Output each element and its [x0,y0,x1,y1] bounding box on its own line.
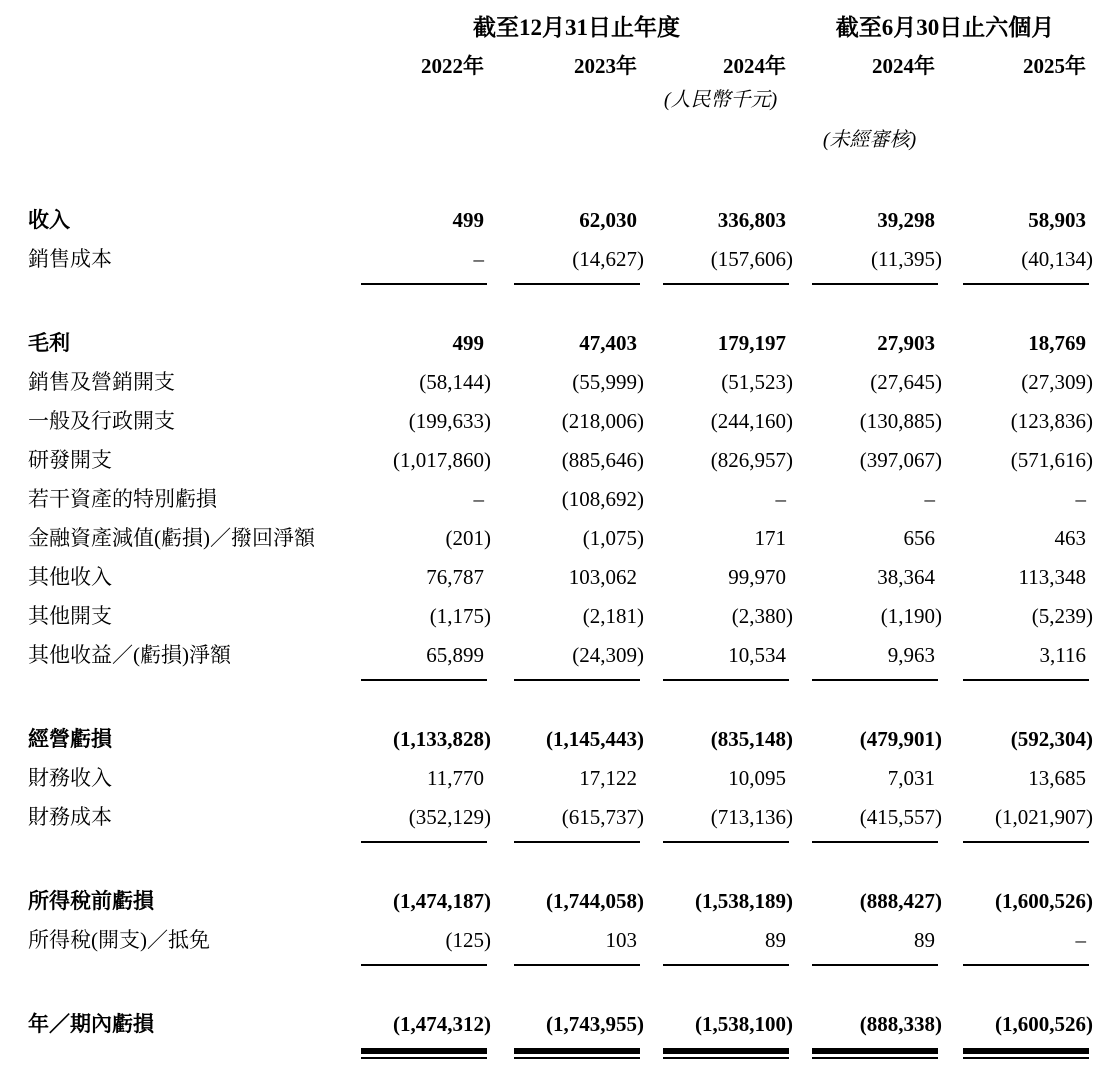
value-box: (125) [361,925,487,966]
year-header-2025-interim: 2025年 [1023,54,1086,78]
year-header-2024: 2024年 [723,54,786,78]
value-cell [795,601,944,640]
value-cell [646,724,795,763]
value-box: (1,145,443) [546,727,644,751]
value-cell [944,328,1095,367]
value-cell [795,562,944,601]
value-box: (2,380) [731,604,793,628]
value-cell [646,406,795,445]
value-box: (199,633) [408,409,491,433]
value-box: 17,122 [579,766,637,790]
value-box: 463 [1054,526,1086,550]
value-cell [493,886,646,925]
value-cell [646,763,795,802]
value-cell [944,601,1095,640]
income-statement-body [28,157,1095,1076]
value-box: (27,645) [870,370,942,394]
table-row [28,523,1095,562]
table-row [28,1009,1095,1076]
value-cell [795,445,944,484]
value-box: 179,197 [717,331,786,355]
spacer-cell [28,295,1095,328]
value-box: 10,534 [663,640,789,681]
value-cell [944,406,1095,445]
empty-cell [28,79,358,119]
row-label: 財務收入 [28,766,112,790]
row-label: 研發開支 [28,448,112,472]
value-box: 39,298 [877,208,935,232]
value-box: (835,148) [710,727,793,751]
value-cell [795,640,944,691]
value-cell [358,484,493,523]
value-box: 18,769 [1028,331,1086,355]
value-box: (58,144) [419,370,491,394]
value-cell [358,406,493,445]
value-box: 9,963 [812,640,938,681]
value-box: 103,062 [568,565,637,589]
value-box: 99,970 [728,565,786,589]
value-box: 89 [812,925,938,966]
value-cell [795,484,944,523]
value-cell [944,484,1095,523]
value-box: (352,129) [361,802,487,843]
value-cell [358,802,493,853]
value-box: – [361,244,487,285]
value-cell [646,367,795,406]
value-box: – [963,925,1089,966]
table-row [28,724,1095,763]
table-row [28,802,1095,853]
spacer-cell [28,691,1095,724]
value-box: (826,957) [710,448,793,472]
period-group-annual: 截至12月31日止年度 [473,15,680,40]
value-box: (24,309) [514,640,640,681]
value-cell [944,367,1095,406]
value-box: – [775,487,786,511]
value-box: (615,737) [514,802,640,843]
value-cell [646,484,795,523]
value-box: (14,627) [514,244,640,285]
value-cell [358,367,493,406]
value-cell [795,724,944,763]
value-cell [493,1009,646,1076]
value-box: 62,030 [579,208,637,232]
empty-cell [493,79,646,119]
value-cell [795,328,944,367]
value-box: 65,899 [361,640,487,681]
value-box: 38,364 [877,565,935,589]
empty-cell [493,119,646,157]
value-cell [795,406,944,445]
value-cell [944,925,1095,976]
value-box: (40,134) [963,244,1089,285]
value-cell [795,802,944,853]
value-box: (244,160) [710,409,793,433]
value-box: 27,903 [877,331,935,355]
row-label: 其他收益／(虧損)淨額 [28,643,231,667]
row-label: 經營虧損 [28,727,112,751]
value-box: (1,021,907) [963,802,1089,843]
empty-cell [944,119,1095,157]
value-box: 103 [514,925,640,966]
value-cell [493,406,646,445]
value-cell [795,523,944,562]
value-cell [646,523,795,562]
value-box: (130,885) [859,409,942,433]
value-cell [493,205,646,244]
table-row [28,763,1095,802]
value-cell [944,244,1095,295]
table-row [28,205,1095,244]
value-cell [358,763,493,802]
value-box: (479,901) [859,727,942,751]
value-cell [646,640,795,691]
value-box: (888,427) [859,889,942,913]
row-label: 收入 [28,208,70,232]
row-label: 一般及行政開支 [28,409,175,433]
value-cell [493,802,646,853]
row-label: 毛利 [28,331,70,355]
row-label: 其他開支 [28,604,112,628]
row-label: 銷售成本 [28,247,112,271]
value-cell [646,802,795,853]
value-box: (1,538,100) [663,1009,789,1054]
value-cell [646,601,795,640]
value-box: (1,017,860) [393,448,491,472]
value-cell [795,886,944,925]
value-box: – [1075,487,1086,511]
table-row [28,406,1095,445]
value-cell [646,205,795,244]
value-cell [493,523,646,562]
value-box: 11,770 [427,766,484,790]
empty-cell [646,119,795,157]
income-statement-table [28,0,1095,1076]
value-box: 113,348 [1018,565,1086,589]
year-header-2022: 2022年 [421,54,484,78]
value-cell [944,1009,1095,1076]
value-cell [646,328,795,367]
section-spacer [28,295,1095,328]
period-group-header-row [28,0,1095,41]
value-cell [493,445,646,484]
value-box: 89 [663,925,789,966]
empty-cell [28,41,358,79]
value-box: 58,903 [1028,208,1086,232]
value-cell [795,367,944,406]
year-header-row [28,41,1095,79]
value-cell [944,562,1095,601]
value-cell [944,763,1095,802]
empty-cell [358,79,493,119]
value-cell [646,925,795,976]
table-row [28,562,1095,601]
value-cell [358,640,493,691]
value-box: 3,116 [963,640,1089,681]
spacer-cell [28,853,1095,886]
table-row [28,367,1095,406]
value-box: (888,338) [812,1009,938,1054]
value-box: (1,474,187) [393,889,491,913]
value-box: (5,239) [1031,604,1093,628]
value-box: 499 [452,208,484,232]
empty-cell [28,119,358,157]
value-cell [358,562,493,601]
empty-cell [795,79,944,119]
unaudited-note-row [28,119,1095,157]
value-box: (123,836) [1010,409,1093,433]
value-cell [795,1009,944,1076]
empty-cell [28,0,358,41]
value-cell [358,244,493,295]
unaudited-note: (未經審核) [822,129,917,151]
value-cell [944,802,1095,853]
value-box: (201) [445,526,491,550]
row-label: 若干資產的特別虧損 [28,487,217,511]
value-box: – [473,487,484,511]
row-label: 銷售及營銷開支 [28,370,175,394]
value-box: (1,600,526) [995,889,1093,913]
value-cell [493,367,646,406]
value-cell [493,562,646,601]
value-cell [493,328,646,367]
currency-note-row [28,79,1095,119]
value-cell [493,763,646,802]
value-cell [358,724,493,763]
value-cell [944,724,1095,763]
value-cell [646,1009,795,1076]
spacer-cell [28,976,1095,1009]
value-box: (1,133,828) [393,727,491,751]
value-box: (27,309) [1021,370,1093,394]
value-box: (1,175) [429,604,491,628]
value-cell [358,205,493,244]
value-box: (592,304) [1010,727,1093,751]
table-row [28,484,1095,523]
period-group-interim: 截至6月30日止六個月 [835,15,1055,40]
value-box: (11,395) [812,244,938,285]
row-label: 年／期內虧損 [28,1012,154,1036]
section-spacer [28,691,1095,724]
empty-cell [944,79,1095,119]
value-box: (397,067) [859,448,942,472]
value-box: (1,474,312) [361,1009,487,1054]
value-cell [493,244,646,295]
value-cell [358,445,493,484]
value-cell [646,886,795,925]
value-cell [795,205,944,244]
value-box: (415,557) [812,802,938,843]
value-cell [944,886,1095,925]
row-label: 所得稅前虧損 [28,889,154,913]
value-box: (1,743,955) [514,1009,640,1054]
table-row [28,328,1095,367]
year-header-2024-interim: 2024年 [872,54,935,78]
spacer-cell [28,157,1095,205]
table-row [28,925,1095,976]
value-box: (108,692) [561,487,644,511]
value-box: 656 [903,526,935,550]
value-box: 171 [754,526,786,550]
value-box: (1,190) [880,604,942,628]
value-cell [795,925,944,976]
row-label: 所得稅(開支)／抵免 [28,928,210,952]
value-cell [358,886,493,925]
table-row [28,244,1095,295]
value-cell [358,601,493,640]
value-box: 499 [452,331,484,355]
section-spacer [28,976,1095,1009]
value-box: (2,181) [582,604,644,628]
value-box: (1,538,189) [695,889,793,913]
section-spacer [28,853,1095,886]
value-box: 10,095 [728,766,786,790]
value-cell [646,562,795,601]
year-header-2023: 2023年 [574,54,637,78]
value-cell [493,925,646,976]
value-box: (157,606) [663,244,789,285]
value-cell [358,1009,493,1076]
table-row [28,445,1095,484]
value-box: 336,803 [717,208,786,232]
section-spacer [28,157,1095,205]
value-cell [358,523,493,562]
value-cell [944,640,1095,691]
value-cell [944,205,1095,244]
table-row [28,601,1095,640]
value-box: (885,646) [561,448,644,472]
value-cell [493,484,646,523]
value-cell [493,601,646,640]
value-box: – [924,487,935,511]
value-box: (218,006) [561,409,644,433]
value-cell [358,925,493,976]
table-row [28,886,1095,925]
value-box: 13,685 [1028,766,1086,790]
value-box: (713,136) [663,802,789,843]
value-box: 7,031 [887,766,935,790]
value-box: (1,600,526) [963,1009,1089,1054]
value-cell [795,244,944,295]
value-box: (1,744,058) [546,889,644,913]
value-box: 47,403 [579,331,637,355]
value-cell [795,763,944,802]
value-box: 76,787 [426,565,484,589]
value-box: (51,523) [721,370,793,394]
table-row [28,640,1095,691]
value-cell [944,523,1095,562]
value-cell [944,445,1095,484]
row-label: 財務成本 [28,805,112,829]
empty-cell [358,119,493,157]
value-cell [358,328,493,367]
value-box: (571,616) [1010,448,1093,472]
row-label: 金融資產減值(虧損)／撥回淨額 [28,526,315,550]
currency-unit-note: (人民幣千元) [663,89,778,111]
value-cell [493,724,646,763]
value-cell [493,640,646,691]
value-box: (55,999) [572,370,644,394]
value-cell [646,445,795,484]
value-cell [646,244,795,295]
value-box: (1,075) [582,526,644,550]
row-label: 其他收入 [28,565,112,589]
